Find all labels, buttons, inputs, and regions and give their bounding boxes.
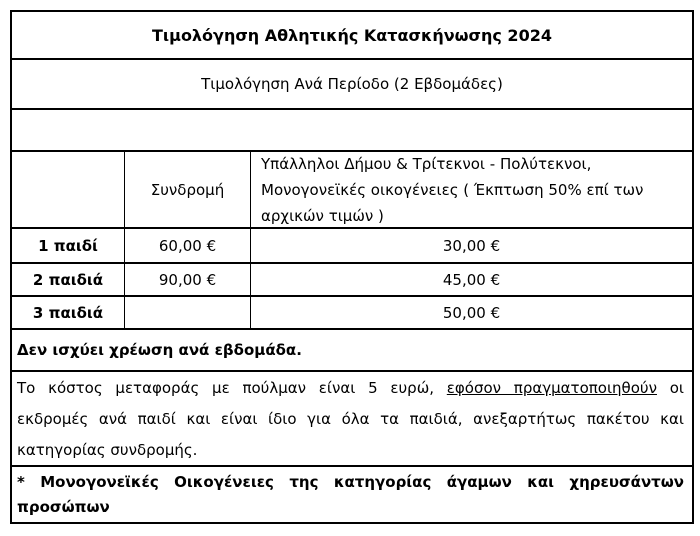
note-transport-line: κατηγορίας συνδρομής. bbox=[17, 441, 198, 459]
header-cell-subscription: Συνδρομή bbox=[125, 152, 251, 227]
discounted-price: 30,00 € bbox=[442, 236, 501, 255]
table-row bbox=[12, 264, 692, 297]
page-title: Τιμολόγηση Αθλητικής Κατασκήνωσης 2024 bbox=[152, 25, 552, 45]
table-row bbox=[12, 229, 692, 264]
subscription-price: 90,00 € bbox=[125, 264, 251, 295]
note-transport-cost bbox=[12, 372, 692, 467]
table-row bbox=[12, 297, 692, 330]
discounted-price: 50,00 € bbox=[442, 303, 501, 322]
empty-spacer-row bbox=[12, 110, 692, 152]
transport-text-post: οι bbox=[656, 379, 684, 397]
table-subtitle-row bbox=[12, 60, 692, 110]
row-label: 2 παιδιά bbox=[12, 264, 125, 295]
table-header-row bbox=[12, 152, 692, 229]
note-single-parent-line: * Μονογονεϊκές Οικογένειες της κατηγορίας άγαμων και χηρευσάντων bbox=[17, 473, 684, 491]
row-label: 1 παιδί bbox=[12, 229, 125, 262]
table-title-row bbox=[12, 12, 692, 60]
header-cell-discount-category: Υπάλληλοι Δήμου & Τρίτεκνοι - Πολύτεκνοι, Μονογονεϊκές οικογένειες ( Έκπτωση 50% επί των αρχικών τιμών ) bbox=[261, 154, 644, 225]
transport-text-pre: Το κόστος μεταφοράς με πούλμαν είναι 5 ευρώ, bbox=[17, 379, 447, 397]
row-label: 3 παιδιά bbox=[12, 297, 125, 328]
note-single-parent-line: προσώπων bbox=[17, 498, 110, 516]
note-no-weekly-charge bbox=[12, 330, 692, 372]
subscription-price bbox=[125, 297, 251, 328]
subscription-price: 60,00 € bbox=[125, 229, 251, 262]
discounted-price: 45,00 € bbox=[442, 270, 501, 289]
pricing-table bbox=[10, 10, 694, 524]
note-transport-line bbox=[17, 373, 684, 404]
header-cell-empty bbox=[12, 152, 125, 227]
table-subtitle: Τιμολόγηση Ανά Περίοδο (2 Εβδομάδες) bbox=[201, 75, 503, 93]
note-single-parent bbox=[12, 467, 692, 522]
note-no-weekly-charge-text: Δεν ισχύει χρέωση ανά εβδομάδα. bbox=[17, 341, 302, 359]
note-transport-line: εκδρομές ανά παιδί και είναι ίδιο για όλα τα παιδιά, ανεξαρτήτως πακέτου και bbox=[17, 410, 684, 428]
underlined-text: εφόσον πραγματοποιηθούν bbox=[446, 379, 657, 397]
